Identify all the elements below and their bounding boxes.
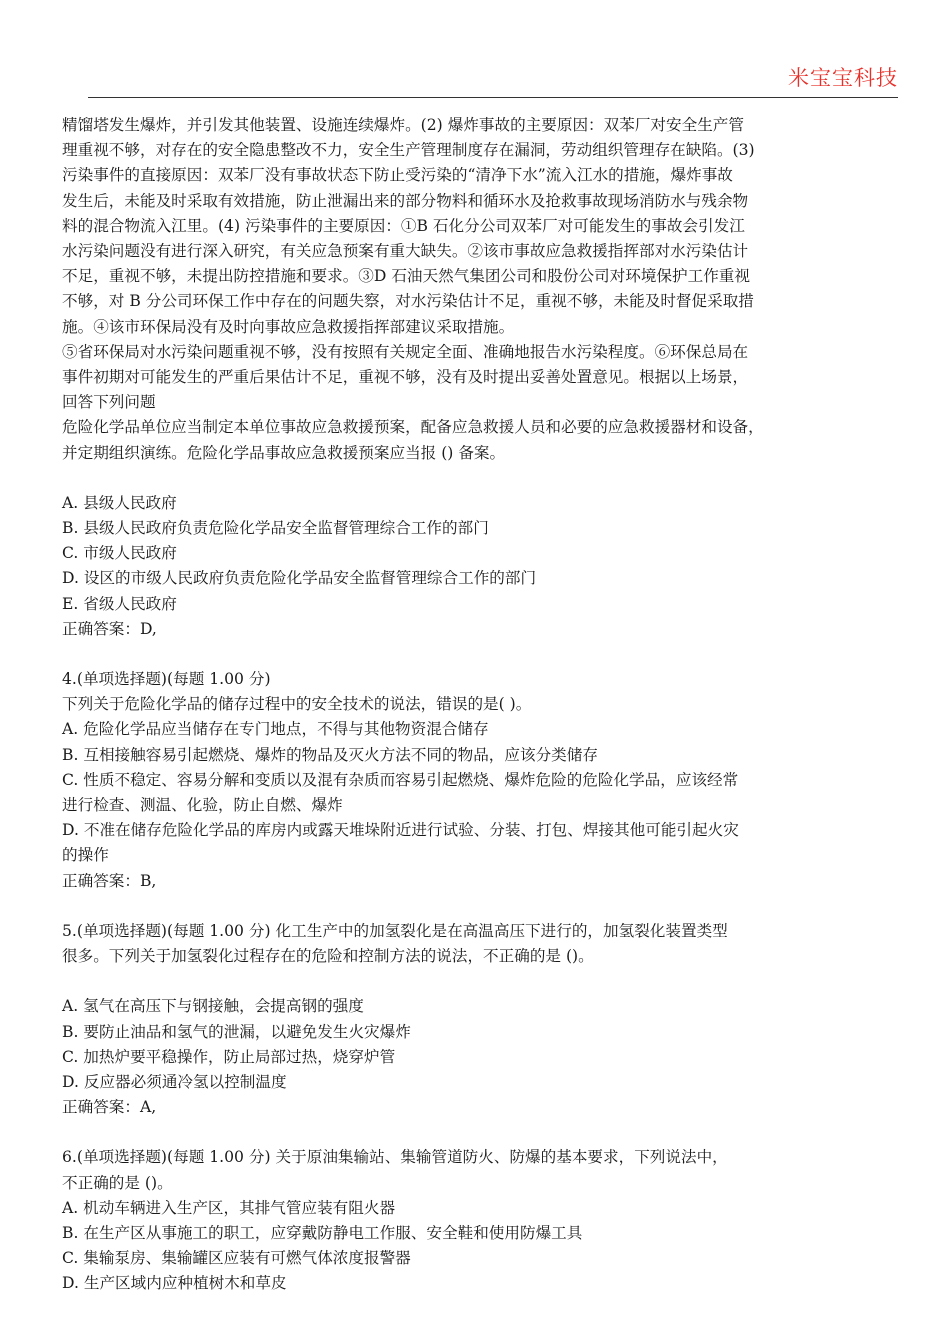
option-d: D. 不准在储存危险化学品的库房内或露天堆垛附近进行试验、分装、打包、焊接其他可能引起火灾 xyxy=(62,821,739,840)
spacer xyxy=(62,894,902,919)
option-d: D. 设区的市级人民政府负责危险化学品安全监督管理综合工作的部门 xyxy=(62,569,537,588)
option-b: B. 互相接触容易引起燃烧、爆炸的物品及灭火方法不同的物品，应该分类储存 xyxy=(62,745,598,764)
question-stem: 很多。下列关于加氢裂化过程存在的危险和控制方法的说法，不正确的是 ()。 xyxy=(62,947,594,966)
case-question-line: 危险化学品单位应当制定本单位事故应急救援预案，配备应急救援人员和必要的应急救援器材和设备， xyxy=(62,418,764,437)
option-a: A. 机动车辆进入生产区，其排气管应装有阻火器 xyxy=(62,1198,396,1217)
correct-answer: 正确答案：D, xyxy=(62,619,157,638)
option-a: A. 县级人民政府 xyxy=(62,493,177,512)
case-line: 回答下列问题 xyxy=(62,393,156,412)
question-header: 4.(单项选择题)(每题 1.00 分) xyxy=(62,670,271,689)
question-stem: 下列关于危险化学品的储存过程中的安全技术的说法，错误的是( )。 xyxy=(62,695,532,714)
case-line: ⑤省环保局对水污染问题重视不够，没有按照有关规定全面、准确地报告水污染程度。⑥环保总局在 xyxy=(62,342,749,361)
option-b: B. 在生产区从事施工的职工，应穿戴防静电工作服、安全鞋和使用防爆工具 xyxy=(62,1223,583,1242)
option-d-continued: 的操作 xyxy=(62,846,109,865)
case-line: 理重视不够，对存在的安全隐患整改不力，安全生产管理制度存在漏洞，劳动组织管理存在缺陷。(3) xyxy=(62,141,755,160)
document-body xyxy=(62,113,902,1297)
option-c-continued: 进行检查、测温、化验，防止自燃、爆炸 xyxy=(62,796,343,815)
question-5 xyxy=(62,919,902,1120)
case-passage xyxy=(62,113,902,466)
header-divider xyxy=(88,97,898,98)
question-stem: 不正确的是 ()。 xyxy=(62,1173,173,1192)
option-c: C. 市级人民政府 xyxy=(62,544,177,563)
spacer xyxy=(62,1120,902,1145)
correct-answer: 正确答案：A, xyxy=(62,1098,157,1117)
case-line: 施。④该市环保局没有及时向事故应急救援指挥部建议采取措施。 xyxy=(62,317,515,336)
option-c: C. 加热炉要平稳操作，防止局部过热，烧穿炉管 xyxy=(62,1047,396,1066)
case-options xyxy=(62,491,902,642)
case-line: 发生后，未能及时采取有效措施，防止泄漏出来的部分物料和循环水及抢救事故现场消防水与残余物 xyxy=(62,191,749,210)
case-line: 不够，对 B 分公司环保工作中存在的问题失察，对水污染估计不足，重视不够，未能及时督促采取措 xyxy=(62,292,754,311)
case-line: 污染事件的直接原因：双苯厂没有事故状态下防止受污染的“清净下水”流入江水的措施，爆炸事故 xyxy=(62,166,733,185)
spacer xyxy=(62,466,902,491)
option-c: C. 性质不稳定、容易分解和变质以及混有杂质而容易引起燃烧、爆炸危险的危险化学品，应该经常 xyxy=(62,770,739,789)
case-line: 不足，重视不够，未提出防控措施和要求。③D 石油天然气集团公司和股份公司对环境保护工作重视 xyxy=(62,267,750,286)
option-d: D. 生产区域内应种植树木和草皮 xyxy=(62,1274,287,1293)
header-brand: 米宝宝科技 xyxy=(788,66,898,90)
question-4 xyxy=(62,667,902,894)
question-stem: 5.(单项选择题)(每题 1.00 分) 化工生产中的加氢裂化是在高温高压下进行的，加氢裂化装置类型 xyxy=(62,921,728,940)
case-line: 事件初期对可能发生的严重后果估计不足，重视不够，没有及时提出妥善处置意见。根据以上场景， xyxy=(62,368,749,387)
spacer xyxy=(62,642,902,667)
question-stem: 6.(单项选择题)(每题 1.00 分) 关于原油集输站、集输管道防火、防爆的基本要求，下列说法中， xyxy=(62,1148,728,1167)
option-c: C. 集输泵房、集输罐区应装有可燃气体浓度报警器 xyxy=(62,1249,411,1268)
spacer xyxy=(62,969,902,994)
option-a: A. 氢气在高压下与钢接触，会提高钢的强度 xyxy=(62,997,364,1016)
correct-answer: 正确答案：B, xyxy=(62,871,157,890)
option-b: B. 县级人民政府负责危险化学品安全监督管理综合工作的部门 xyxy=(62,519,489,538)
case-line: 精馏塔发生爆炸，并引发其他装置、设施连续爆炸。(2) 爆炸事故的主要原因：双苯厂对安全生产管 xyxy=(62,116,744,134)
question-6 xyxy=(62,1145,902,1296)
case-line: 料的混合物流入江里。(4) 污染事件的主要原因：①B 石化分公司双苯厂对可能发生的事故会引发江 xyxy=(62,216,745,235)
case-question-line: 并定期组织演练。危险化学品事故应急救援预案应当报 () 备案。 xyxy=(62,443,506,462)
option-e: E. 省级人民政府 xyxy=(62,594,177,613)
option-d: D. 反应器必须通冷氢以控制温度 xyxy=(62,1072,287,1091)
option-a: A. 危险化学品应当储存在专门地点，不得与其他物资混合储存 xyxy=(62,720,489,739)
option-b: B. 要防止油品和氢气的泄漏，以避免发生火灾爆炸 xyxy=(62,1022,411,1041)
case-line: 水污染问题没有进行深入研究，有关应急预案有重大缺失。②该市事故应急救援指挥部对水污染估计 xyxy=(62,242,749,261)
